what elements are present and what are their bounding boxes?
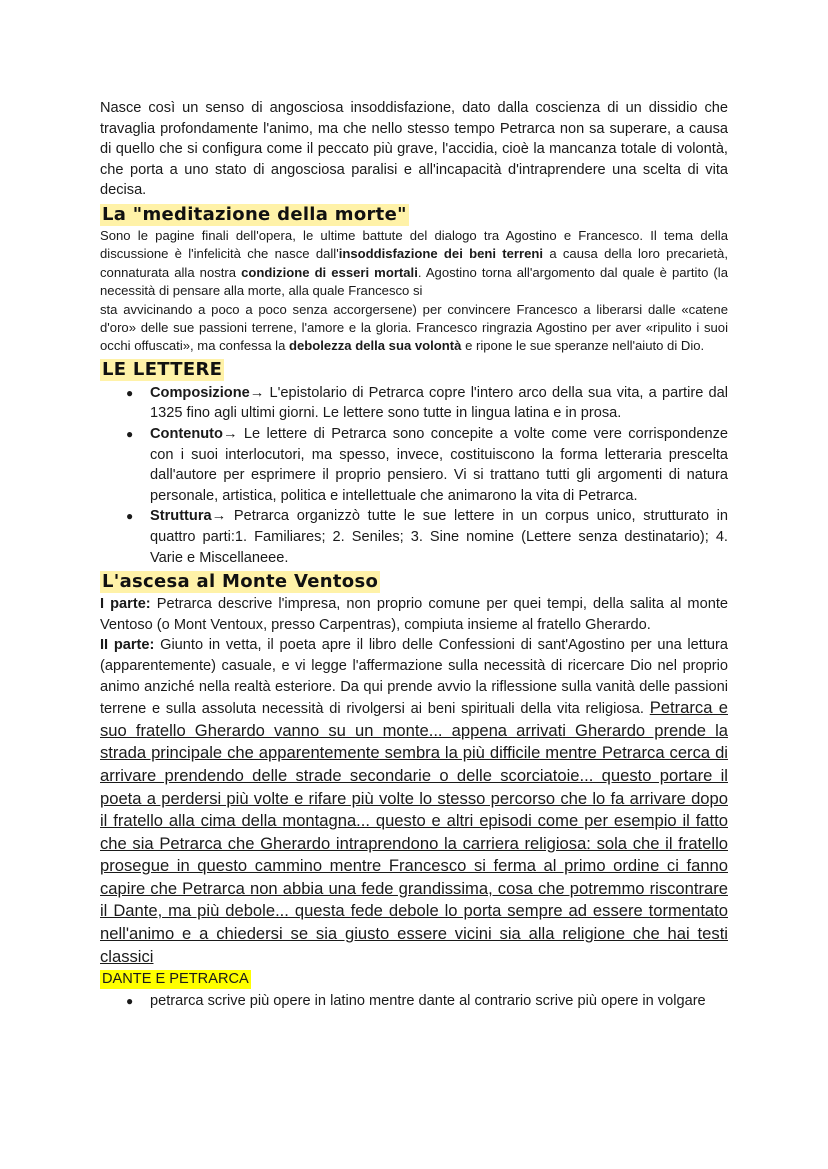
list-item: ● petrarca scrive più opere in latino mentre dante al contrario scrive più opere in volgare	[100, 991, 728, 1012]
list-item: ● Composizione→ L'epistolario di Petrarca copre l'intero arco della sua vita, a partire dal 1325 fino agli ultimi giorni. Le lettere sono tutte in lingua latina e in prosa.	[126, 384, 728, 422]
ventoso-handwritten-note: Petrarca e suo fratello Gherardo vanno su un monte... appena arrivati Gherardo prende la strada principale che apparentemente sembra la più difficile mentre Petrarca cerca di arrivare prendendo delle strade secondarie o delle scorciatoie... questo portare il poeta a perdersi più volte e rifare più volte lo stesso percorso che lo fa arrivare dopo il fratello alla cima della montagna... questo e altri episodi come per esempio il fatto che sia Petrarca che Gherardo intraprendono la carriera religiosa: sola che il fratello prosegue in questo cammino mentre Francesco si ferma al primo ordine ci fanno capire che Petrarca non abbia una fede grandissima, cosa che potremmo riscontrare il Dante, ma più debole... questa fede debole lo porta sempre ad essere tormentato nell'animo e a chiedersi se sia giusto essere vicini sia alla religione che hai testi classici	[100, 698, 728, 966]
lettere-heading: LE LETTERE	[102, 358, 223, 380]
list-item: ● Contenuto→ Le lettere di Petrarca sono concepite a volte come vere corrispondenze con i suoi interlocutori, ma spesso, invece, costituiscono la forma letteraria prescelta dall'autore per esprimere il proprio pensiero. Vi si trattano tutti gli argomenti di natura personale, artistica, politica e intellettuale che animarono la vita di Petrarca.	[126, 426, 728, 504]
lettere-list	[100, 383, 728, 568]
bullet-icon: ●	[126, 385, 134, 400]
meditazione-paragraph: Sono le pagine finali dell'opera, le ultime battute del dialogo tra Agostino e Francesco. Il tema della discussione è l'infelicità che nasce dall'insoddisfazione dei beni terreni a causa della loro precarietà, connaturata alla nostra condizione di esseri mortali. Agostino torna all'argomento dal quale è partito (la necessità di pensare alla morte, alla quale Francesco si	[100, 227, 728, 299]
meditazione-heading-row	[100, 204, 728, 226]
bullet-icon: ●	[126, 509, 134, 524]
document-page	[100, 98, 728, 1014]
intro-paragraph: Nasce così un senso di angosciosa insoddisfazione, dato dalla coscienza di un dissidio che travaglia profondamente l'animo, ma che nello stesso tempo Petrarca non sa superare, a causa di quello che si configura come il peccato più grave, l'accidia, cioè la mancanza totale di volontà, che porta a uno stato di angosciosa paralisi e all'incapacità d'intraprendere una scelta di vita decisa.	[100, 100, 728, 199]
ventoso-heading-row	[100, 571, 728, 593]
ventoso-heading: L'ascesa al Monte Ventoso	[102, 571, 379, 593]
list-item: ● Struttura→ Petrarca organizzò tutte le sue lettere in un corpus unico, strutturato in quattro parti:1. Familiares; 2. Seniles; 3. Sine nomine (Lettere senza destinatario); 4. Varie e Miscellaneee.	[126, 508, 728, 566]
bullet-icon: ●	[126, 427, 134, 441]
dante-heading-row	[100, 968, 728, 989]
meditazione-paragraph-cont: sta avvicinando a poco a poco senza accorgersene) per convincere Francesco a liberarsi dalle «catene d'oro» delle sue passioni terrene, l'amore e la gloria. Francesco ringrazia Agostino per aver «ripulito i suoi occhi offuscati», ma confessa la debolezza della sua volontà e ripone le sue speranze nell'aiuto di Dio.	[100, 301, 728, 354]
dante-list	[100, 991, 728, 1012]
lettere-heading-row	[100, 359, 728, 381]
meditazione-heading: La "meditazione della morte"	[102, 203, 407, 225]
dante-heading: DANTE E PETRARCA	[102, 971, 249, 988]
bullet-icon: ●	[126, 994, 134, 1009]
ventoso-part2: II parte: Giunto in vetta, il poeta apre il libro delle Confessioni di sant'Agostino per una lettura (apparentemente) casuale, e vi legge l'affermazione sulla necessità di ricercare Dio nel proprio animo anziché nella realtà esteriore. Da qui prende avvio la riflessione sulla vanità delle passioni terrene e sulla assoluta necessità di rivolgersi ai beni spirituali della vita religiosa. Petrarca e suo fratello Gherardo vanno su un monte... appena arrivati Gherardo prende la strada principale che apparentemente sembra la più difficile mentre Petrarca cerca di arrivare prendendo delle strade secondarie o delle scorciatoie... questo portare il poeta a perdersi più volte e rifare più volte lo stesso percorso che lo fa arrivare dopo il fratello alla cima della montagna... questo e altri episodi come per esempio il fatto che sia Petrarca che Gherardo intraprendono la carriera religiosa: sola che il fratello prosegue in questo cammino mentre Francesco si ferma al primo ordine ci fanno capire che Petrarca non abbia una fede grandissima, cosa che potremmo riscontrare il Dante, ma più debole... questa fede debole lo porta sempre ad essere tormentato nell'animo e a chiedersi se sia giusto essere vicini sia alla religione che hai testi classici	[100, 637, 728, 966]
ventoso-part1: I parte: Petrarca descrive l'impresa, non proprio comune per quei tempi, della salita al monte Ventoso (o Mont Ventoux, presso Carpentras), compiuta insieme al fratello Gherardo.	[100, 596, 728, 633]
